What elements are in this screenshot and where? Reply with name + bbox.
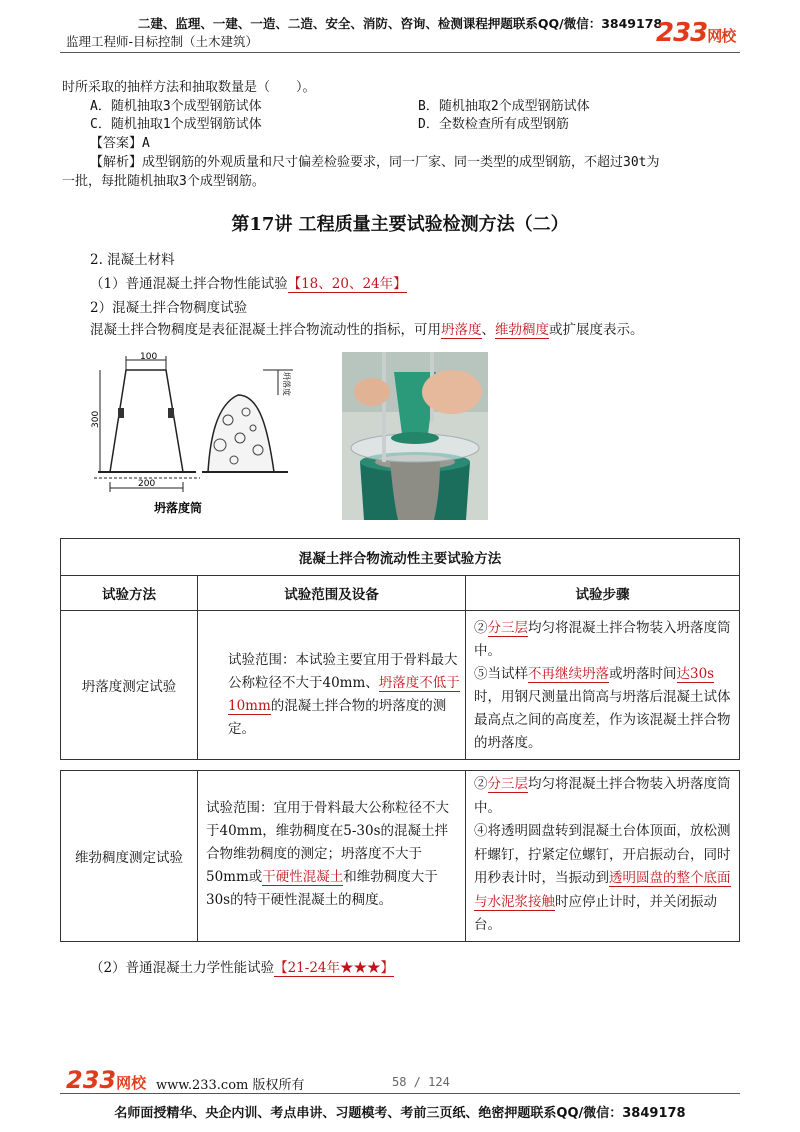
table-header-method: 试验方法 [60, 575, 198, 611]
heading-concrete-materials: 2. 混凝土材料 [90, 252, 175, 268]
table-title: 混凝土拌合物流动性主要试验方法 [60, 538, 740, 576]
figure-caption: 坍落度筒 [154, 501, 203, 515]
row2-scope: 试验范围：宜用于骨料最大公称粒径不大于40mm，维勃稠度在5-30s的混凝土拌合物维勃稠度的测定；坍落度不大于50mm或干硬性混凝土和维勃稠度大于30s的特干硬性混凝土的稠度。 [197, 770, 466, 942]
dim-top-label: 100 [140, 352, 158, 362]
row2-steps [465, 770, 740, 942]
question-stem: 时所采取的抽样方法和抽取数量是（ ）。 [62, 80, 316, 95]
footer-site: www.233.com 版权所有 [156, 1078, 305, 1093]
paragraph-consistency: 混凝土拌合物稠度是表征混凝土拌合物流动性的指标，可用坍落度、维勃稠度或扩展度表示。 [90, 322, 644, 338]
header-logo: 233网校 [656, 18, 736, 48]
row1-scope: 试验范围：本试验主要宜用于骨料最大公称粒径不大于40mm、坍落度不低于10mm的混凝土拌合物的坍落度的测定。 [197, 610, 466, 760]
explanation-line-2: 一批，每批随机抽取3个成型钢筋。 [62, 174, 265, 189]
row1-step-5: ⑤当试样不再继续坍落或坍落时间达30s时，用钢尺测量出筒高与坍落后混凝土试体最高点之间的高度差，作为该混凝土拌合物的坍落度。 [474, 666, 731, 751]
slump-test-photo [342, 352, 488, 520]
year-tag: 【18、20、24年】 [287, 276, 407, 292]
row2-step-2: ②分三层均匀将混凝土拌合物装入坍落度筒中。 [474, 776, 731, 816]
dim-side-label: 300 [91, 410, 101, 428]
heading-mechanical-tests: （2）普通混凝土力学性能试验【21-24年★★★】 [90, 960, 395, 976]
footer-bottom-line: 名师面授精华、央企内训、考点串讲、习题模考、考前三页纸、绝密押题联系QQ/微信：3849178 [114, 1106, 686, 1121]
table-header-scope: 试验范围及设备 [197, 575, 466, 611]
explanation-line-1: 【解析】成型钢筋的外观质量和尺寸偏差检验要求，同一厂家、同一类型的成型钢筋，不超过30t为 [90, 155, 660, 170]
dim-bottom-label: 200 [138, 479, 156, 489]
row2-method: 维勃稠度测定试验 [60, 770, 198, 942]
header-divider [60, 52, 740, 53]
heading-mix-tests: （1）普通混凝土拌合物性能试验【18、20、24年】 [90, 276, 407, 292]
option-b: B．随机抽取2个成型钢筋试体 [418, 99, 590, 114]
option-d: D．全数检查所有成型钢筋 [418, 117, 569, 132]
row1-steps [465, 610, 740, 760]
table-header-steps: 试验步骤 [465, 575, 740, 611]
year-tag-2: 【21-24年★★★】 [274, 960, 395, 976]
row2-step-4: ④将透明圆盘转到混凝土台体顶面，放松测杆螺钉，拧紧定位螺钉，开启振动台，同时用秒表计时，当振动到透明圆盘的整个底面与水泥浆接触时应停止计时，并关闭振动台。 [474, 823, 731, 933]
header-subtitle: 监理工程师-目标控制（土木建筑） [66, 34, 259, 49]
footer-divider [60, 1093, 740, 1094]
page-number: 58 / 124 [392, 1075, 450, 1089]
row1-step-2: ②分三层均匀将混凝土拌合物装入坍落度筒中。 [474, 620, 731, 659]
slump-cone-diagram [88, 350, 328, 520]
heading-consistency-test: 2）混凝土拌合物稠度试验 [90, 300, 248, 316]
footer-logo: 233网校 [66, 1066, 147, 1094]
row1-method: 坍落度测定试验 [60, 610, 198, 760]
option-c: C．随机抽取1个成型钢筋试体 [90, 117, 262, 132]
answer: 【答案】A [90, 136, 150, 151]
option-a: A．随机抽取3个成型钢筋试体 [90, 99, 262, 114]
section-title: 第17讲 工程质量主要试验检测方法（二） [231, 214, 569, 235]
slump-label: 坍落度 [282, 372, 291, 396]
header-top-line: 二建、监理、一建、一造、二造、安全、消防、咨询、检测课程押题联系QQ/微信：3849178 [137, 16, 663, 31]
